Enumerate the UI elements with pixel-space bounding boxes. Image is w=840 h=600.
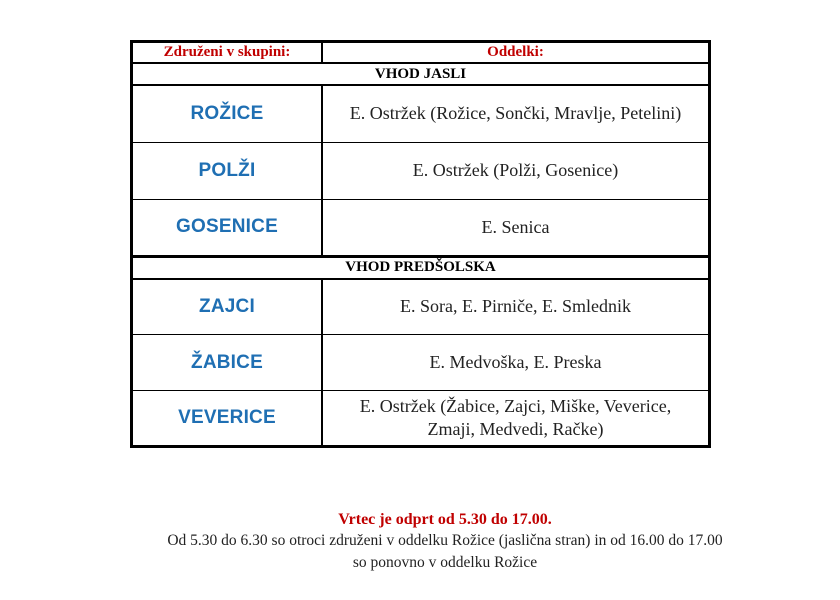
department-list: E. Sora, E. Pirniče, E. Smlednik [322, 279, 710, 335]
group-name: GOSENICE [132, 199, 323, 256]
section-title-jasli: VHOD JASLI [132, 63, 710, 85]
department-list: E. Ostržek (Žabice, Zajci, Miške, Veverice, Zmaji, Medvedi, Račke) [322, 391, 710, 447]
section-row [132, 256, 710, 279]
group-column-header: Združeni v skupini: [132, 42, 323, 64]
table-row [132, 335, 710, 391]
table-row [132, 199, 710, 256]
footer-notes [0, 510, 840, 574]
table-row [132, 85, 710, 142]
note-line-1: Od 5.30 do 6.30 so otroci združeni v oddelku Rožice (jaslična stran) in od 16.00 do 17.00 [167, 532, 723, 549]
department-list: E. Ostržek (Polži, Gosenice) [322, 142, 710, 199]
table-header-row [132, 42, 710, 64]
group-name: ROŽICE [132, 85, 323, 142]
section-row [132, 63, 710, 85]
section-title-predsolska: VHOD PREDŠOLSKA [132, 256, 710, 279]
table-row [132, 142, 710, 199]
group-name: ŽABICE [132, 335, 323, 391]
department-list: E. Ostržek (Rožice, Sončki, Mravlje, Petelini) [322, 85, 710, 142]
group-schedule-table [130, 40, 711, 448]
group-name: ZAJCI [132, 279, 323, 335]
department-list: E. Medvoška, E. Preska [322, 335, 710, 391]
group-name: POLŽI [132, 142, 323, 199]
table-row [132, 279, 710, 335]
department-list: E. Senica [322, 199, 710, 256]
opening-hours: Vrtec je odprt od 5.30 do 17.00. [338, 511, 552, 528]
table-row [132, 391, 710, 447]
note-line-2: so ponovno v oddelku Rožice [352, 554, 538, 571]
group-name: VEVERICE [132, 391, 323, 447]
department-column-header: Oddelki: [322, 42, 710, 64]
